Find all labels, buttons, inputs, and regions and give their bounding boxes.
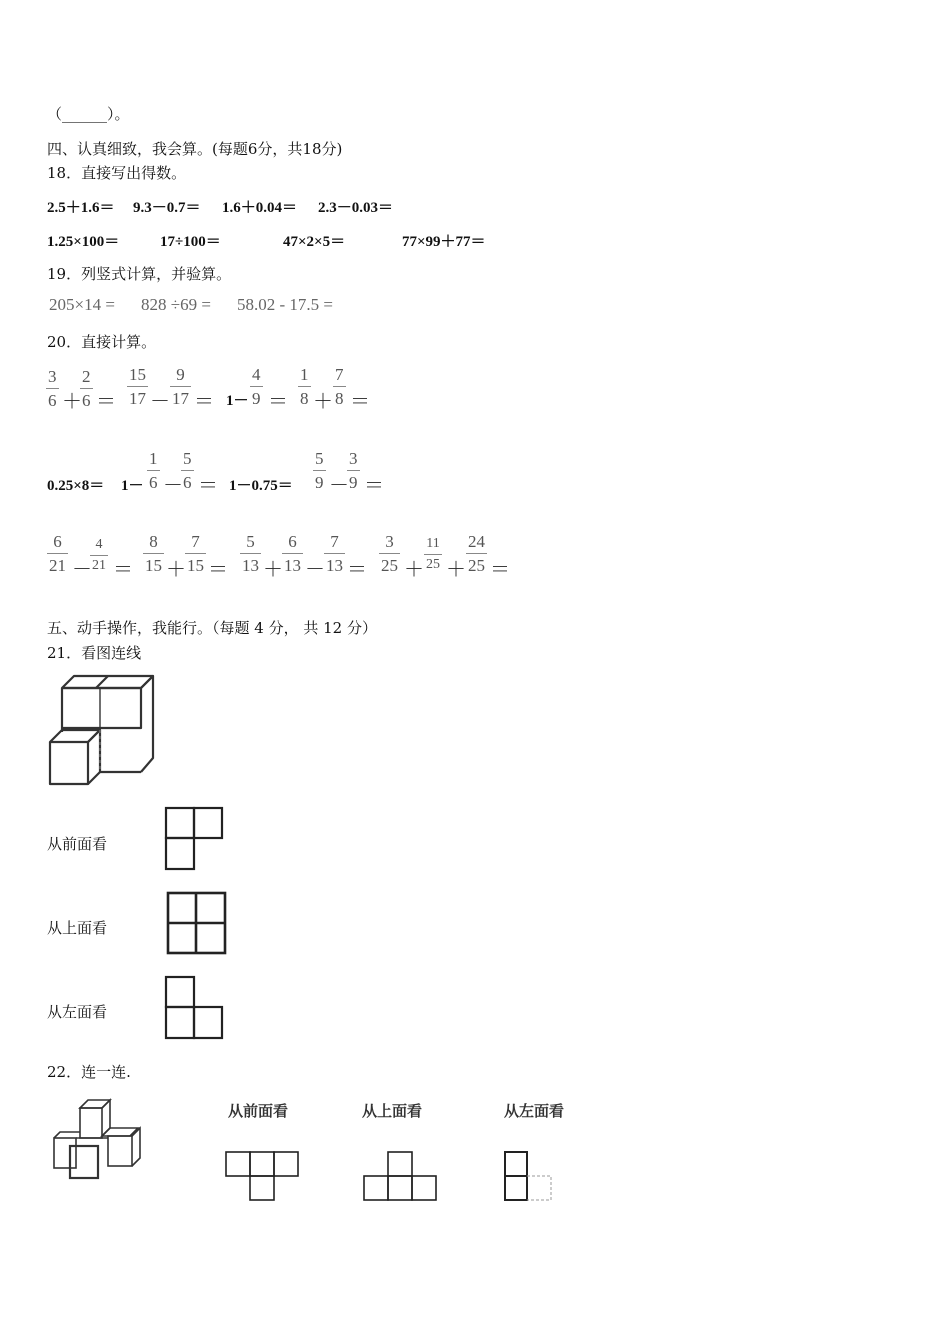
fraction: $\frac{7}{15}$ xyxy=(187,532,204,575)
left-view-grid xyxy=(165,976,225,1040)
operator: － xyxy=(329,475,349,497)
equals: ＝ xyxy=(198,475,218,497)
fraction: $\frac{15}{17}$ xyxy=(129,365,146,408)
equals: ＝ xyxy=(350,391,370,413)
equals: ＝ xyxy=(268,391,288,413)
fraction: $\frac{3}{6}$ xyxy=(48,367,57,410)
q18-item: 1.25×100＝ xyxy=(47,234,120,250)
fraction: $\frac{6}{21}$ xyxy=(49,532,66,575)
equals: ＝ xyxy=(347,559,367,581)
operator: ＋ xyxy=(404,559,424,581)
fraction: $\frac{1}{8}$ xyxy=(300,365,309,408)
fraction: $\frac{4}{9}$ xyxy=(252,365,261,408)
q19-item: 58.02 - 17.5 = xyxy=(237,295,333,314)
q18-item: 2.3－0.03＝ xyxy=(318,200,394,216)
q22-title: 22．连一连. xyxy=(47,1063,131,1081)
operator: － xyxy=(150,391,170,413)
q18-item: 1.6＋0.04＝ xyxy=(222,200,298,216)
fraction: $\frac{9}{17}$ xyxy=(172,365,189,408)
fraction: $\frac{2}{6}$ xyxy=(82,367,91,410)
front-view-grid xyxy=(165,807,225,871)
q21-title: 21．看图连线 xyxy=(47,644,142,662)
equals: ＝ xyxy=(96,391,116,413)
fraction: $\frac{3}{25}$ xyxy=(381,532,398,575)
view-label-top: 从上面看 xyxy=(47,919,108,937)
fraction: $\frac{6}{13}$ xyxy=(284,532,301,575)
equals: ＝ xyxy=(364,475,384,497)
section-4-heading: 四、认真细致，我会算。(每题6分，共18分) xyxy=(47,140,343,158)
prefix: 1－ xyxy=(226,393,249,409)
answer-blank: （______）。 xyxy=(47,105,130,123)
q21-solid-figure xyxy=(44,672,159,792)
equals: ＝ xyxy=(490,559,510,581)
q19-title: 19．列竖式计算，并验算。 xyxy=(47,265,232,283)
q20-item: 1－0.75＝ xyxy=(229,478,293,494)
operator: ＋ xyxy=(62,391,82,413)
q22-front-view xyxy=(224,1150,302,1204)
q18-item: 2.5＋1.6＝ xyxy=(47,200,115,216)
q22-label-front: 从前面看 xyxy=(228,1102,289,1120)
q22-solid-figure xyxy=(50,1096,150,1180)
fraction: $\frac{1}{6}$ xyxy=(149,449,158,492)
q22-label-top: 从上面看 xyxy=(362,1102,423,1120)
fraction: $\frac{5}{13}$ xyxy=(242,532,259,575)
q18-item: 17÷100＝ xyxy=(160,234,221,250)
q20-title: 20．直接计算。 xyxy=(47,333,157,351)
operator: ＋ xyxy=(446,559,466,581)
q20-item: 0.25×8＝ xyxy=(47,478,105,494)
fraction: $\frac{7}{8}$ xyxy=(335,365,344,408)
equals: ＝ xyxy=(194,391,214,413)
q19-item: 205×14 = xyxy=(49,295,115,314)
fraction: $\frac{3}{9}$ xyxy=(349,449,358,492)
operator: － xyxy=(163,475,183,497)
q18-item: 9.3－0.7＝ xyxy=(133,200,201,216)
q22-top-view xyxy=(362,1150,440,1204)
operator: ＋ xyxy=(263,559,283,581)
equals: ＝ xyxy=(208,559,228,581)
fraction: $\frac{5}{6}$ xyxy=(183,449,192,492)
operator: ＋ xyxy=(166,559,186,581)
operator: ＋ xyxy=(313,391,333,413)
section-5-heading: 五、动手操作，我能行。（每题 4 分， 共 12 分） xyxy=(47,619,377,637)
equals: ＝ xyxy=(113,559,133,581)
operator: － xyxy=(305,559,325,581)
q18-item: 47×2×5＝ xyxy=(283,234,346,250)
top-view-grid xyxy=(166,891,228,955)
q19-item: 828 ÷69 = xyxy=(141,295,211,314)
q18-item: 77×99＋77＝ xyxy=(402,234,486,250)
view-label-left: 从左面看 xyxy=(47,1003,108,1021)
view-label-front: 从前面看 xyxy=(47,835,108,853)
fraction: $\frac{24}{25}$ xyxy=(468,532,485,575)
operator: － xyxy=(72,559,92,581)
fraction: $\frac{7}{13}$ xyxy=(326,532,343,575)
prefix: 1－ xyxy=(121,478,144,494)
q22-left-view xyxy=(503,1150,557,1204)
fraction: $\frac{5}{9}$ xyxy=(315,449,324,492)
q18-title: 18．直接写出得数。 xyxy=(47,164,187,182)
q22-label-left: 从左面看 xyxy=(504,1102,565,1120)
fraction: $\frac{11}{25}$ xyxy=(426,536,440,572)
fraction: $\frac{4}{21}$ xyxy=(92,537,106,573)
fraction: $\frac{8}{15}$ xyxy=(145,532,162,575)
